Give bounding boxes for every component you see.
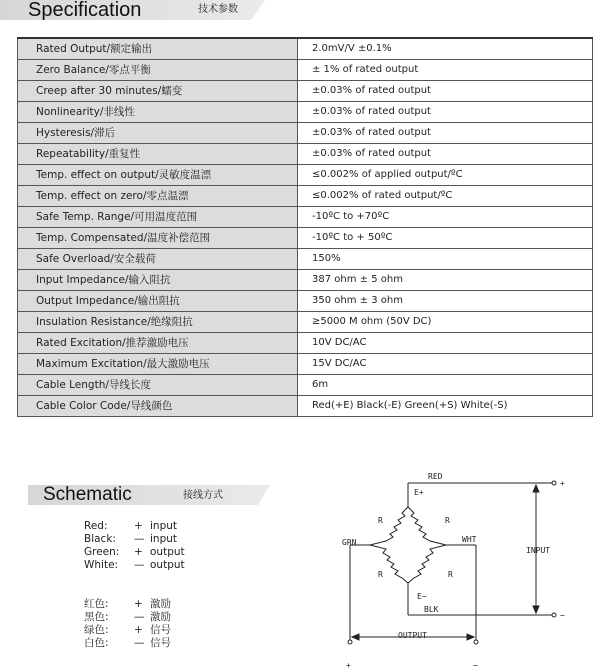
spec-value: 15V DC/AC — [298, 354, 593, 375]
spec-row — [18, 123, 593, 144]
spec-row — [18, 270, 593, 291]
legend-function: input — [150, 520, 178, 532]
spec-row — [18, 249, 593, 270]
schematic-title: Schematic — [43, 484, 132, 505]
spec-parameter: Safe Overload/安全载荷 — [18, 249, 298, 270]
legend-function: 信号 — [150, 637, 171, 649]
legend-line — [84, 637, 210, 650]
resistor-top-right — [408, 507, 446, 545]
input-minus-sign: − — [560, 611, 565, 620]
spec-row — [18, 207, 593, 228]
spec-row — [18, 144, 593, 165]
legend-function: 激励 — [150, 611, 171, 623]
input-arrow-down — [533, 606, 539, 613]
spec-parameter: Hysteresis/滞后 — [18, 123, 298, 144]
resistor-top-left — [370, 507, 408, 545]
spec-parameter: Insulation Resistance/绝缘阻抗 — [18, 312, 298, 333]
legend-function: output — [150, 559, 185, 571]
e-minus-label: E− — [417, 592, 427, 601]
legend-line — [84, 598, 210, 611]
spec-value: 387 ohm ± 5 ohm — [298, 270, 593, 291]
spec-row — [18, 102, 593, 123]
legend-function: 激励 — [150, 598, 171, 610]
spec-parameter: Creep after 30 minutes/蠕变 — [18, 81, 298, 102]
legend-line — [84, 624, 210, 637]
spec-row — [18, 165, 593, 186]
legend-function: input — [150, 533, 178, 545]
spec-parameter: Temp. effect on output/灵敏度温漂 — [18, 165, 298, 186]
spec-row — [18, 291, 593, 312]
legend-sign: — — [134, 533, 145, 545]
wht-label: WHT — [462, 535, 477, 544]
spec-value: ±0.03% of rated output — [298, 81, 593, 102]
spec-value: ≥5000 M ohm (50V DC) — [298, 312, 593, 333]
legend-line — [84, 611, 210, 624]
spec-parameter: Nonlinearity/非线性 — [18, 102, 298, 123]
terminal-output-plus — [348, 640, 352, 644]
terminal-output-minus — [474, 640, 478, 644]
legend-color: 红色: — [84, 598, 109, 610]
spec-parameter: Input Impedance/输入阻抗 — [18, 270, 298, 291]
legend-sign: + — [134, 546, 143, 558]
terminal-input-minus — [552, 613, 556, 617]
e-plus-label: E+ — [414, 488, 424, 497]
output-arrow-left — [352, 634, 359, 640]
legend-sign: — — [134, 611, 145, 623]
spec-parameter: Temp. effect on zero/零点温漂 — [18, 186, 298, 207]
red-label: RED — [428, 472, 443, 481]
resistor-label-bottom-right: R — [448, 570, 453, 579]
spec-parameter: Rated Output/额定输出 — [18, 38, 298, 60]
input-arrow-up — [533, 485, 539, 492]
legend-line — [84, 520, 210, 533]
spec-value: ±0.03% of rated output — [298, 102, 593, 123]
spec-value: ±0.03% of rated output — [298, 123, 593, 144]
blk-label: BLK — [424, 605, 439, 614]
legend-color: Black: — [84, 533, 116, 545]
input-plus-sign: + — [560, 479, 565, 488]
spec-value: 350 ohm ± 3 ohm — [298, 291, 593, 312]
resistor-bottom-left — [370, 545, 408, 583]
spec-parameter: Cable Color Code/导线颜色 — [18, 396, 298, 417]
legend-color: White: — [84, 559, 119, 571]
spec-parameter: Rated Excitation/推荐激励电压 — [18, 333, 298, 354]
spec-parameter: Safe Temp. Range/可用温度范围 — [18, 207, 298, 228]
resistor-label-top-left: R — [378, 516, 383, 525]
legend-line — [84, 546, 210, 559]
legend-line — [84, 533, 210, 546]
legend-color: Red: — [84, 520, 108, 532]
spec-value: 150% — [298, 249, 593, 270]
spec-value: ± 1% of rated output — [298, 60, 593, 81]
legend-line — [84, 559, 210, 572]
output-minus-sign: − — [473, 661, 478, 670]
legend-sign: + — [134, 520, 143, 532]
legend-function: 信号 — [150, 624, 171, 636]
terminal-input-plus — [552, 481, 556, 485]
legend-sign: — — [134, 637, 145, 649]
legend-color: 白色: — [84, 637, 109, 649]
specification-subtitle: 技术参数 — [198, 4, 238, 15]
spec-value: -10ºC to +70ºC — [298, 207, 593, 228]
legend-color: Green: — [84, 546, 120, 558]
spec-row — [18, 312, 593, 333]
spec-value: 10V DC/AC — [298, 333, 593, 354]
legend-color: 绿色: — [84, 624, 109, 636]
spec-value: ≤0.002% of rated output/ºC — [298, 186, 593, 207]
grn-label: GRN — [342, 538, 357, 547]
spec-row — [18, 354, 593, 375]
output-arrow-right — [467, 634, 474, 640]
spec-row — [18, 38, 593, 60]
spec-value: -10ºC to + 50ºC — [298, 228, 593, 249]
spec-value: Red(+E) Black(-E) Green(+S) White(-S) — [298, 396, 593, 417]
resistor-label-bottom-left: R — [378, 570, 383, 579]
spec-row — [18, 228, 593, 249]
spec-parameter: Zero Balance/零点平衡 — [18, 60, 298, 81]
spec-row — [18, 81, 593, 102]
legend-sign: — — [134, 559, 145, 571]
bridge-wiring-diagram — [330, 465, 609, 672]
specification-table — [17, 37, 593, 417]
spec-parameter: Output Impedance/输出阻抗 — [18, 291, 298, 312]
spec-value: 6m — [298, 375, 593, 396]
output-label: OUTPUT — [398, 631, 427, 640]
resistor-bottom-right — [408, 545, 446, 583]
spec-row — [18, 60, 593, 81]
spec-parameter: Cable Length/导线长度 — [18, 375, 298, 396]
spec-value: ≤0.002% of applied output/ºC — [298, 165, 593, 186]
legend-sign: + — [134, 624, 143, 636]
spec-row — [18, 396, 593, 417]
legend-sign: + — [134, 598, 143, 610]
schematic-subtitle: 接线方式 — [183, 490, 223, 501]
spec-parameter: Repeatability/重复性 — [18, 144, 298, 165]
spec-row — [18, 186, 593, 207]
spec-parameter: Maximum Excitation/最大激励电压 — [18, 354, 298, 375]
resistor-label-top-right: R — [445, 516, 450, 525]
spec-row — [18, 375, 593, 396]
output-plus-sign: + — [346, 661, 351, 670]
legend-color: 黑色: — [84, 611, 109, 623]
spec-value: 2.0mV/V ±0.1% — [298, 38, 593, 60]
spec-parameter: Temp. Compensated/温度补偿范围 — [18, 228, 298, 249]
legend-function: output — [150, 546, 185, 558]
input-label: INPUT — [526, 546, 551, 555]
specification-title: Specification — [28, 0, 142, 21]
spec-row — [18, 333, 593, 354]
spec-value: ±0.03% of rated output — [298, 144, 593, 165]
